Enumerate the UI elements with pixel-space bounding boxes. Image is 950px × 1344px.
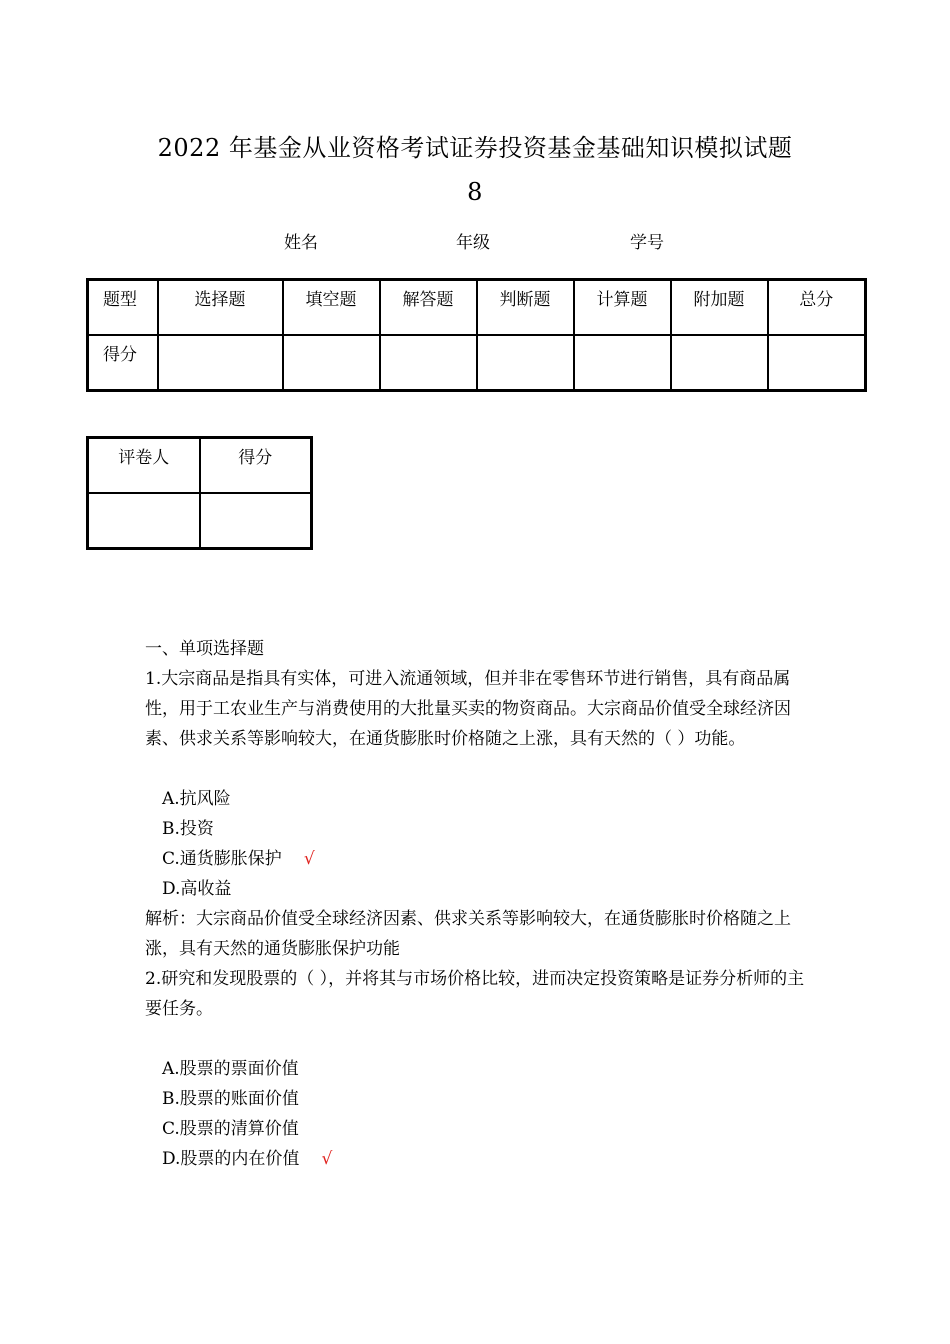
name-label: 姓名 (284, 233, 318, 253)
question-2-option-d-text: D.股票的内在价值 (162, 1149, 300, 1169)
section-heading: 一、单项选择题 (145, 639, 264, 659)
score-header-type: 题型 (88, 280, 158, 336)
score-header-answer: 解答题 (380, 280, 477, 336)
score-header-fill: 填空题 (283, 280, 380, 336)
score-row-label: 得分 (88, 335, 158, 391)
score-cell-choice (158, 335, 283, 391)
score-header-calc: 计算题 (574, 280, 671, 336)
score-cell-judge (477, 335, 574, 391)
question-2-option-a: A.股票的票面价值 (162, 1059, 299, 1079)
grader-header-row (88, 438, 312, 494)
score-cell-total (768, 335, 866, 391)
score-header-judge: 判断题 (477, 280, 574, 336)
correct-check-mark: √ (321, 1149, 333, 1169)
question-2-stem: 2.研究和发现股票的（ ），并将其与市场价格比较，进而决定投资策略是证券分析师的主要任务。 (145, 969, 805, 1019)
correct-check-mark: √ (303, 849, 315, 869)
grader-table (86, 436, 313, 550)
question-content (145, 634, 815, 1174)
exam-title (100, 126, 850, 214)
score-table-header-row (88, 280, 866, 336)
spacer (145, 1024, 815, 1054)
score-header-extra: 附加题 (671, 280, 768, 336)
score-cell-answer (380, 335, 477, 391)
question-1-analysis: 解析：大宗商品价值受全球经济因素、供求关系等影响较大，在通货膨胀时价格随之上涨，具有天然的通货膨胀保护功能 (145, 909, 791, 959)
exam-title-line1: 2022 年基金从业资格考试证券投资基金基础知识模拟试题 (157, 134, 793, 162)
question-2-option-b: B.股票的账面价值 (162, 1089, 299, 1109)
score-header-choice: 选择题 (158, 280, 283, 336)
score-table (86, 278, 867, 392)
score-cell-extra (671, 335, 768, 391)
grader-cell-reviewer (88, 493, 200, 549)
question-1-option-c-text: C.通货膨胀保护 (162, 849, 282, 869)
spacer (145, 754, 815, 784)
question-1-option-c (145, 844, 815, 874)
grader-header-reviewer: 评卷人 (88, 438, 200, 494)
grade-label: 年级 (456, 233, 490, 253)
score-cell-calc (574, 335, 671, 391)
exam-title-line2: 8 (467, 178, 483, 206)
question-2-option-c: C.股票的清算价值 (162, 1119, 299, 1139)
grader-header-score: 得分 (200, 438, 312, 494)
grader-blank-row (88, 493, 312, 549)
question-1-stem: 1.大宗商品是指具有实体，可进入流通领域，但并非在零售环节进行销售，具有商品属性，用于工农业生产与消费使用的大批量买卖的物资商品。大宗商品价值受全球经济因素、供求关系等影响较大，在通货膨胀时价格随之上涨，具有天然的（ ）功能。 (145, 669, 791, 749)
score-cell-fill (283, 335, 380, 391)
question-1-option-b: B.投资 (162, 819, 214, 839)
question-1-option-d: D.高收益 (162, 879, 232, 899)
score-table-score-row (88, 335, 866, 391)
score-header-total: 总分 (768, 280, 866, 336)
question-2-option-d (145, 1144, 815, 1174)
student-id-label: 学号 (630, 233, 664, 253)
grader-cell-score (200, 493, 312, 549)
question-1-option-a: A.抗风险 (162, 789, 231, 809)
